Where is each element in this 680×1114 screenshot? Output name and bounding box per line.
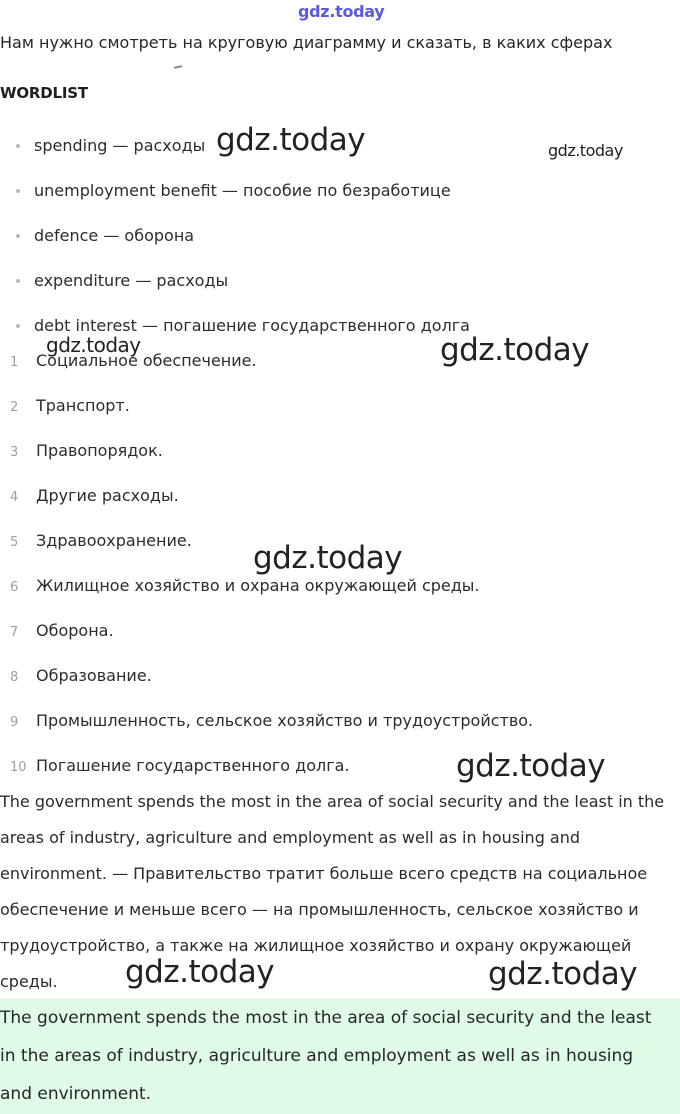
watermark-header: gdz.today xyxy=(298,2,385,21)
list-item: 10 Погашение государственного долга. xyxy=(10,756,350,775)
bullet-icon xyxy=(16,234,20,238)
list-item: 3 Правопорядок. xyxy=(10,441,163,460)
intro-text: Нам нужно смотреть на круговую диаграмму и сказать, в каких сферах xyxy=(0,33,613,52)
bullet-icon xyxy=(16,279,20,283)
stray-mark xyxy=(174,65,182,69)
answer-line: обеспечение и меньше всего — на промышленность, сельское хозяйство и xyxy=(0,900,639,919)
list-item: 6 Жилищное хозяйство и охрана окружающей среды. xyxy=(10,576,480,595)
list-item: 4 Другие расходы. xyxy=(10,486,179,505)
list-item: 2 Транспорт. xyxy=(10,396,130,415)
watermark: gdz.today xyxy=(253,540,403,576)
watermark: gdz.today xyxy=(488,956,638,992)
highlight-line: in the areas of industry, agriculture and employment as well as in housing xyxy=(0,1046,634,1066)
wordlist-item: spending — расходы xyxy=(16,136,205,155)
bullet-icon xyxy=(16,324,20,328)
watermark: gdz.today xyxy=(456,748,606,784)
highlight-line: and environment. xyxy=(0,1084,152,1104)
wordlist-item: defence — оборона xyxy=(16,226,194,245)
highlight-line: The government spends the most in the area of social security and the least xyxy=(0,1008,652,1028)
wordlist-item: unemployment benefit — пособие по безработице xyxy=(16,181,451,200)
watermark: gdz.today xyxy=(125,954,275,990)
wordlist-item: debt interest — погашение государственного долга xyxy=(16,316,470,335)
list-item: 8 Образование. xyxy=(10,666,152,685)
watermark: gdz.today xyxy=(548,141,623,160)
list-item: 1 Социальное обеспечение. xyxy=(10,351,257,370)
watermark: gdz.today xyxy=(440,332,590,368)
answer-line: среды. xyxy=(0,972,58,991)
answer-line: areas of industry, agriculture and employment as well as in housing and xyxy=(0,828,581,847)
watermark: gdz.today xyxy=(216,122,366,158)
answer-line: трудоустройство, а также на жилищное хозяйство и охрану окружающей xyxy=(0,936,632,955)
answer-line: The government spends the most in the area of social security and the least in the xyxy=(0,792,665,811)
wordlist-item: expenditure — расходы xyxy=(16,271,228,290)
watermark: gdz.today xyxy=(46,333,141,357)
list-item: 9 Промышленность, сельское хозяйство и трудоустройство. xyxy=(10,711,534,730)
bullet-icon xyxy=(16,144,20,148)
list-item: 5 Здравоохранение. xyxy=(10,531,192,550)
list-item: 7 Оборона. xyxy=(10,621,114,640)
answer-line: environment. — Правительство тратит больше всего средств на социальное xyxy=(0,864,648,883)
wordlist-heading: WORDLIST xyxy=(0,84,88,102)
bullet-icon xyxy=(16,189,20,193)
